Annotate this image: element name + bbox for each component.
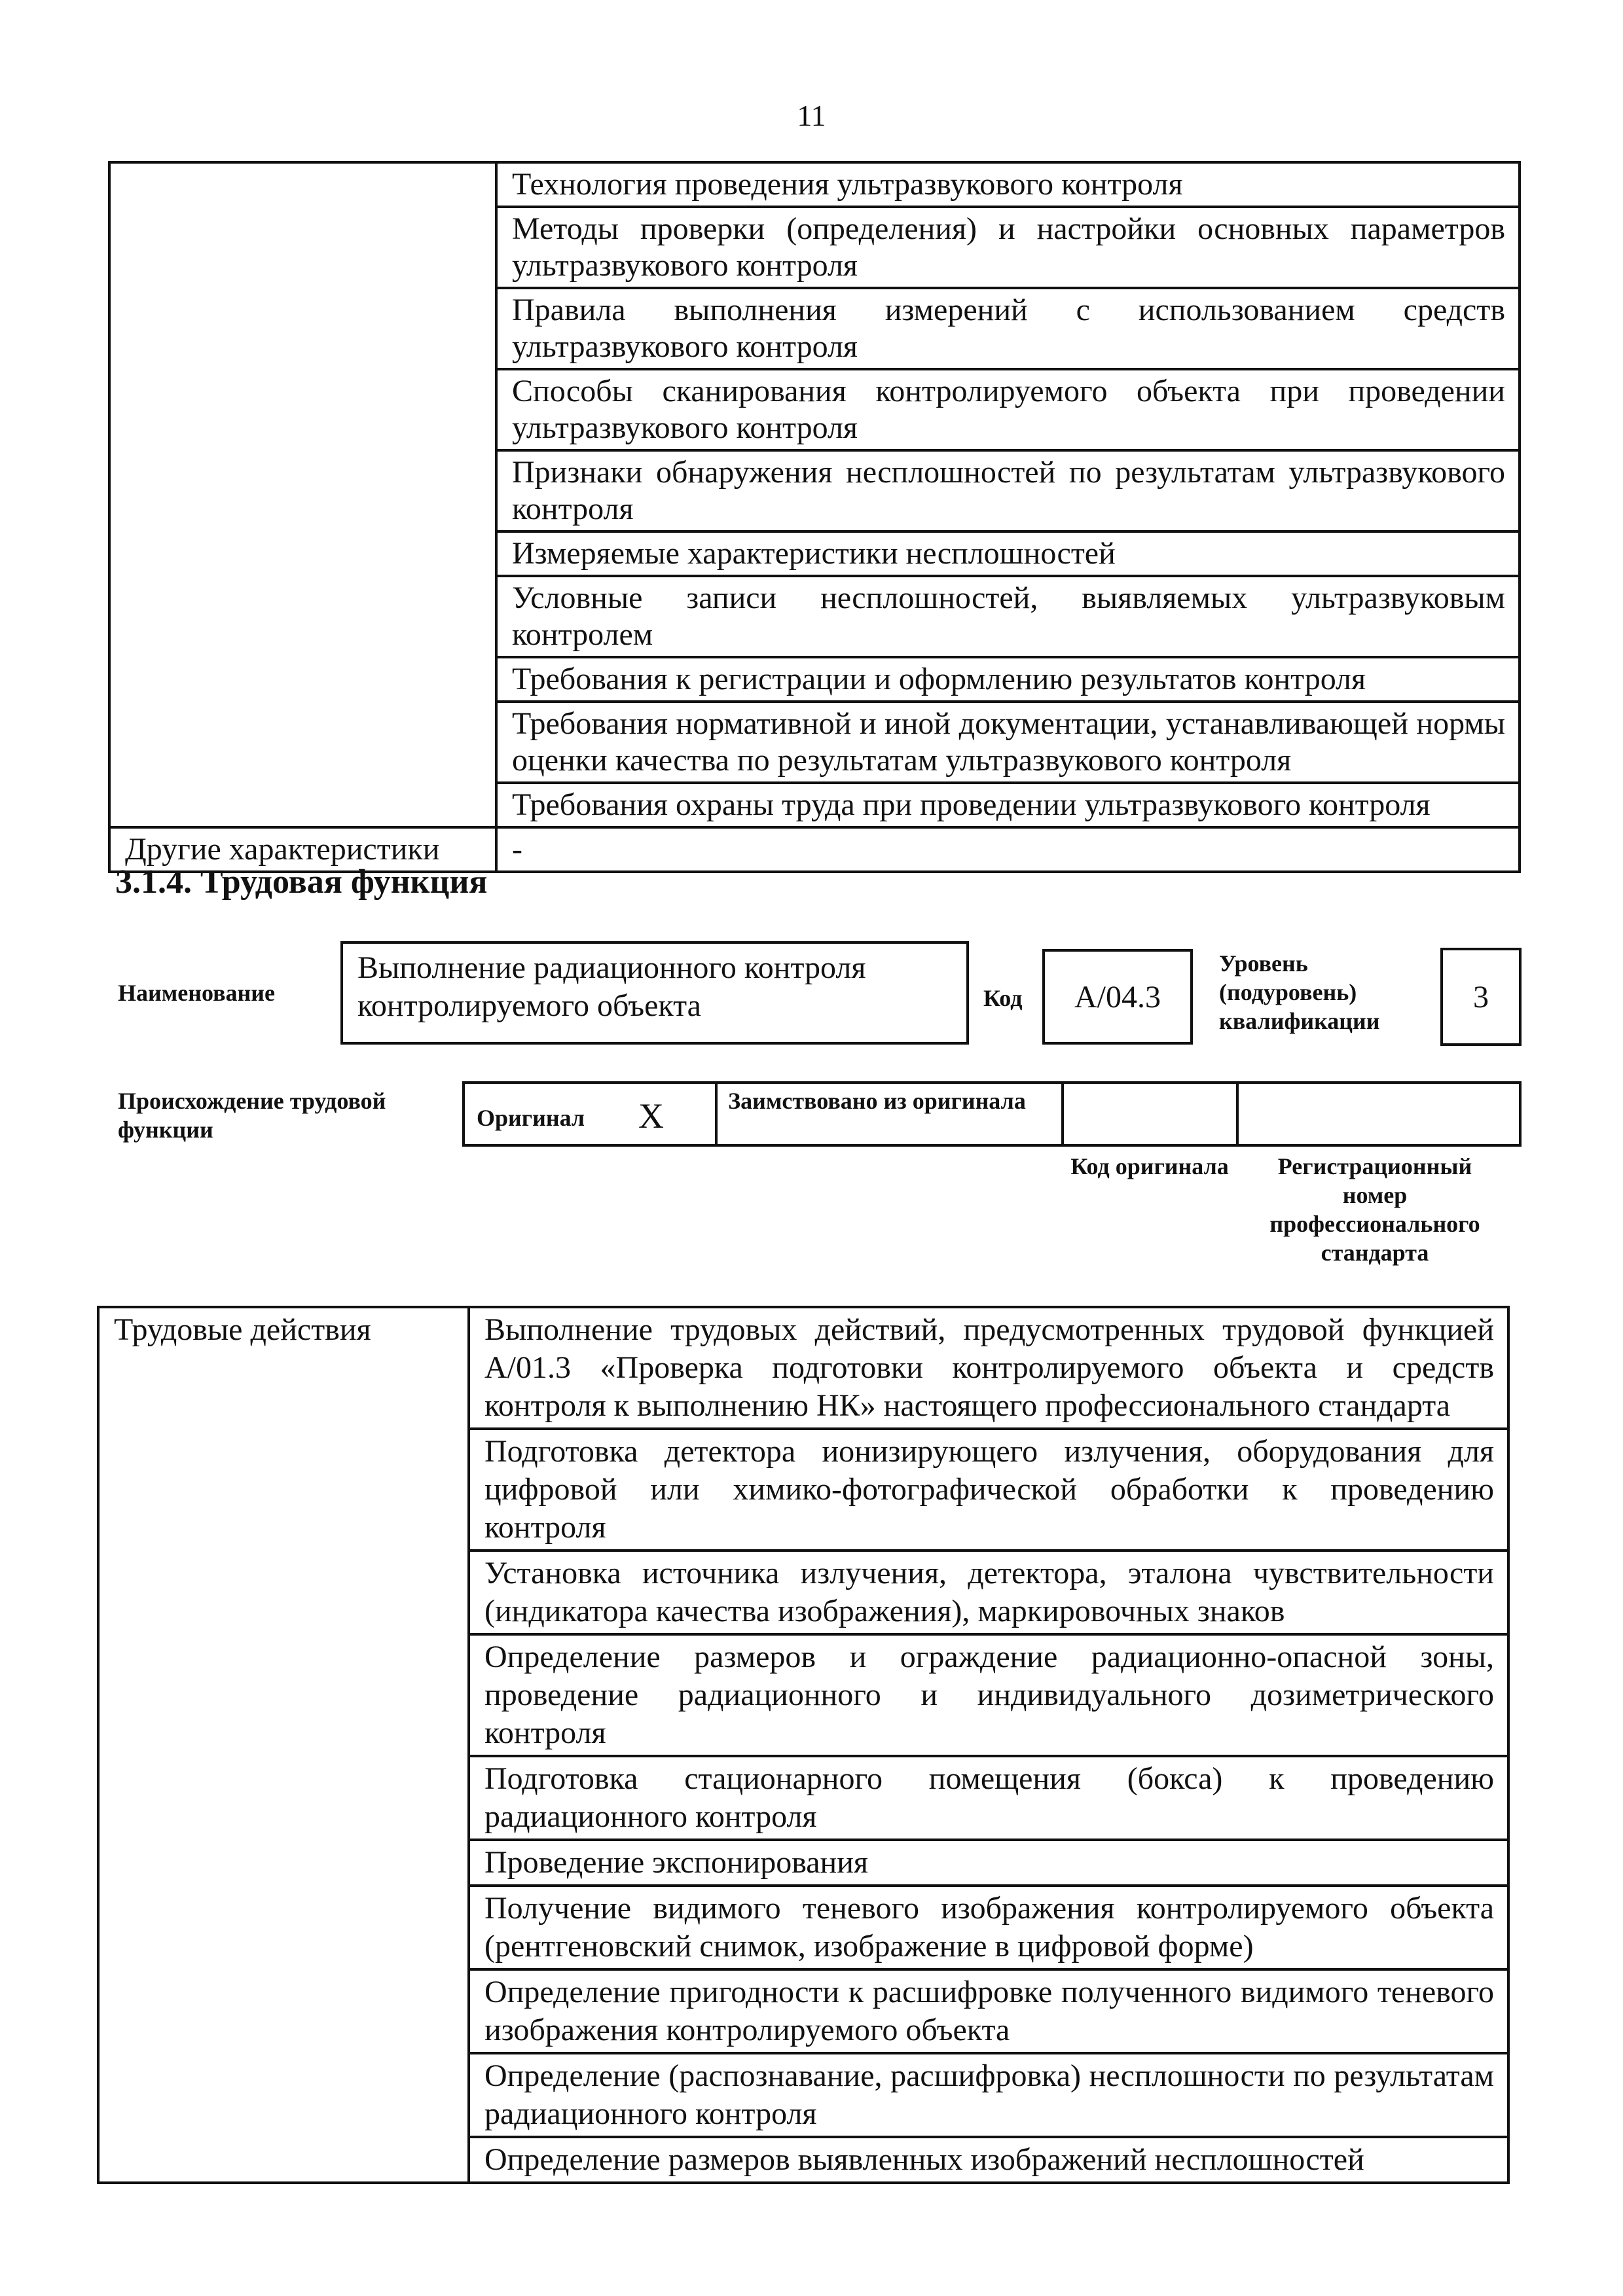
knowledge-item: Способы сканирования контролируемого объекта при проведении ультразвукового контроля xyxy=(496,369,1520,450)
labor-action-item: Выполнение трудовых действий, предусмотренных трудовой функцией А/01.3 «Проверка подготовки контролируемого объекта и средств контроля к выполнению НК» настоящего профессионального стандарта xyxy=(469,1307,1508,1429)
labor-action-item: Получение видимого теневого изображения контролируемого объекта (рентгеновский снимок, изображение в цифровой форме) xyxy=(469,1886,1508,1969)
borrowed-cell xyxy=(718,1084,1064,1144)
origin-label: Происхождение трудовой функции xyxy=(118,1088,386,1143)
knowledge-item: Технология проведения ультразвукового контроля xyxy=(496,162,1520,207)
origin-row xyxy=(462,1081,1522,1147)
knowledge-item: Измеряемые характеристики несплошностей xyxy=(496,531,1520,576)
labor-action-item: Определение размеров и ограждение радиационно-опасной зоны, проведение радиационного и индивидуального дозиметрического контроля xyxy=(469,1634,1508,1756)
original-code-cell xyxy=(1064,1084,1239,1144)
labor-action-item: Подготовка детектора ионизирующего излучения, оборудования для цифровой или химико-фотографической обработки к проведению контроля xyxy=(469,1429,1508,1551)
other-characteristics-value: - xyxy=(496,827,1520,872)
page-number: 11 xyxy=(797,99,826,132)
original-cell xyxy=(465,1084,718,1144)
knowledge-item: Признаки обнаружения несплошностей по результатам ультразвукового контроля xyxy=(496,450,1520,531)
table-row xyxy=(98,1307,1508,1429)
code-label: Код xyxy=(983,985,1023,1011)
labor-action-item: Определение пригодности к расшифровке полученного видимого теневого изображения контролируемого объекта xyxy=(469,1969,1508,2053)
original-code-caption: Код оригинала xyxy=(1070,1153,1229,1179)
labor-action-item: Определение (распознавание, расшифровка) несплошности по результатам радиационного контроля xyxy=(469,2053,1508,2137)
knowledge-item: Условные записи несплошностей, выявляемых ультразвуковым контролем xyxy=(496,576,1520,657)
other-characteristics-label: Другие характеристики xyxy=(109,827,496,872)
labor-actions-label: Трудовые действия xyxy=(98,1307,469,2183)
labor-actions-table xyxy=(97,1306,1510,2184)
qualification-level-box: 3 xyxy=(1440,948,1522,1046)
labor-action-item: Определение размеров выявленных изображений несплошностей xyxy=(469,2137,1508,2183)
knowledge-item: Методы проверки (определения) и настройки основных параметров ультразвукового контроля xyxy=(496,207,1520,288)
original-label: Оригинал xyxy=(477,1105,585,1131)
function-code-box: А/04.3 xyxy=(1042,949,1193,1045)
table-row xyxy=(109,162,1520,207)
level-label: Уровень (подуровень) квалификации xyxy=(1219,950,1380,1034)
name-label: Наименование xyxy=(118,980,275,1006)
labor-action-item: Установка источника излучения, детектора, эталона чувствительности (индикатора качества изображения), маркировочных знаков xyxy=(469,1551,1508,1634)
empty-label-cell xyxy=(109,162,496,827)
original-mark: X xyxy=(638,1096,664,1136)
function-name-box: Выполнение радиационного контроля контролируемого объекта xyxy=(340,941,969,1045)
knowledge-table xyxy=(108,161,1521,873)
labor-action-item: Подготовка стационарного помещения (бокса) к проведению радиационного контроля xyxy=(469,1756,1508,1840)
section-title: 3.1.4. Трудовая функция xyxy=(115,863,488,901)
registration-number-caption: Регистрационный номер профессионального стандарта xyxy=(1269,1153,1480,1266)
knowledge-item: Требования к регистрации и оформлению результатов контроля xyxy=(496,657,1520,702)
knowledge-item: Требования нормативной и иной документации, устанавливающей нормы оценки качества по результатам ультразвукового контроля xyxy=(496,702,1520,783)
borrowed-label: Заимствовано из оригинала xyxy=(728,1088,1026,1114)
labor-action-item: Проведение экспонирования xyxy=(469,1840,1508,1886)
registration-number-cell xyxy=(1239,1084,1519,1144)
knowledge-item: Требования охраны труда при проведении ультразвукового контроля xyxy=(496,783,1520,827)
knowledge-item: Правила выполнения измерений с использованием средств ультразвукового контроля xyxy=(496,288,1520,369)
